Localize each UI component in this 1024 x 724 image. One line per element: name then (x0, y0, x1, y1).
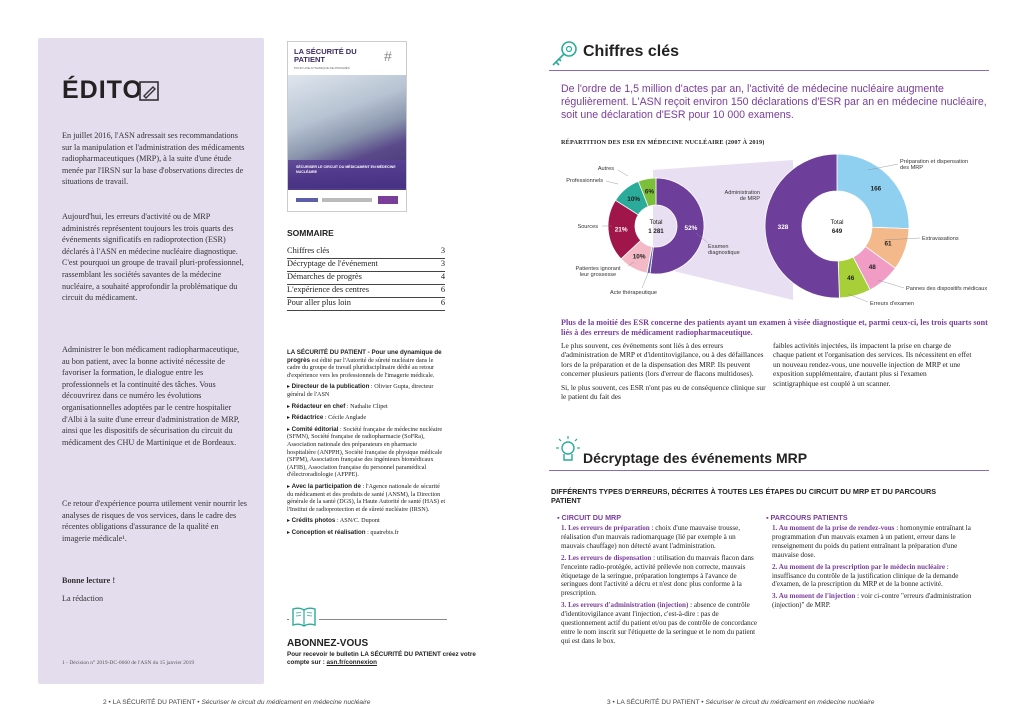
cover-subtitle: POUR UNE DYNAMIQUE DE PROGRÈS (294, 66, 350, 70)
donut2-legend-label: Erreurs d'examen (870, 301, 914, 307)
donut1-legend-label: Examen diagnostique (708, 244, 740, 256)
abonnez-text (287, 651, 477, 667)
colophon-value: : ASN/C. Dupont (335, 517, 380, 525)
abonnez-link[interactable]: asn.fr/connexion (326, 659, 377, 666)
pen-icon (138, 80, 160, 102)
toc-label: Décryptage de l'événement (287, 259, 378, 268)
cover-band-text: SÉCURISER LE CIRCUIT DU MÉDICAMENT EN MÉDECINE NUCLÉAIRE (296, 165, 396, 174)
donut1-value-label: 10% (632, 253, 646, 261)
folio-left: 2 • LA SÉCURITÉ DU PATIENT • Sécuriser le circuit du médicament en médecine nucléaire (103, 699, 371, 706)
circuit-list (561, 524, 757, 649)
edito-title: ÉDITO (62, 76, 143, 104)
body-paragraph: faibles activités injectées, ils impactent la prise en charge de chaque patient et l'organisation des services. Ils nécessitent en effet un nouveau rendez-vous, une nouvelle injection de MRP et une exposition supplémentaire, d'autant plus si l'examen scintigraphique est couplé à un scanner. (773, 341, 972, 388)
folio-number: 2 (103, 699, 107, 706)
colophon-label: Crédits photos (291, 517, 336, 525)
list-key: 3. Les erreurs d'administration (injection) (561, 601, 689, 610)
colophon-label: Rédactrice (291, 414, 324, 422)
colophon-label: Rédacteur en chef (291, 402, 346, 410)
list-text: : choix d'une mauvaise trousse, réalisation d'un mauvais radiomarquage (lié par exemple à un mauvais chauffage) non détecté avant l'administration. (561, 524, 741, 550)
toc-item[interactable] (287, 245, 445, 259)
donut1-value-label: 52% (684, 225, 698, 233)
donut2-legend-label: Extravasations (922, 236, 959, 242)
edito-footnote: 1 - Décision n° 2019-DC-0660 de l'ASN du 15 janvier 2019 (62, 660, 195, 666)
edito-paragraph: Administrer le bon médicament radiopharmaceutique, au bon patient, avec la bonne activité nécessite de favoriser la formation, le dialogue entre les professionnels et la continuité des tâches. Vous découvrirez dans ce numéro les évolutions organisationnelles adoptées par le centre hospitalier d'Albi à la suite d'une erreur d'administration de MRP, ainsi que les dispositifs de sécurisation du circuit du médicament des CHU de Martinique et de Bordeaux. (62, 345, 240, 447)
donut1-legend-label: Autres (597, 166, 614, 172)
donut2-value-label: 328 (777, 223, 789, 231)
toc-label: Démarches de progrès (287, 272, 362, 281)
list-text: : voir ci-contre "erreurs d'administration (injection)" de MRP. (772, 592, 972, 610)
parcours-heading: ▪ PARCOURS PATIENTS (766, 513, 848, 522)
donut1-legend-label: Acte thérapeutique (610, 290, 657, 296)
donut2-value-label: 61 (884, 240, 892, 248)
folio-right: 3 • LA SÉCURITÉ DU PATIENT • Sécuriser le circuit du médicament en médecine nucléaire (607, 699, 875, 706)
colophon-value: : quatrebis.fr (365, 528, 399, 536)
folio-number: 3 (607, 699, 611, 706)
toc-page: 6 (440, 285, 445, 294)
divider (549, 470, 989, 471)
donut1-value-label: 6% (644, 188, 655, 196)
folio-subtitle: Sécuriser le circuit du médicament en médecine nucléaire (201, 699, 371, 706)
edito-paragraph: En juillet 2016, l'ASN adressait ses recommandations sur la manipulation et l'administration des médicaments radiopharmaceutiques (MRP), à la suite d'une étude menée par l'IRSN sur la base d'observations directes de situations de travail. (62, 131, 245, 187)
donut1-legend-label: Sources (577, 224, 598, 230)
colophon: LA SÉCURITÉ DU PATIENT - Pour une dynamique de progrès est édité par l'Autorité de sûreté nucléaire dans le cadre du groupe de travail pluridisciplinaire dédié au retour d'expérience vers les professionnels de l'imagerie médicale. ▸ Directeur de la publication : Olivier Gupta, directeur général de l'ASN ▸ Rédacteur en chef : Nathalie Clipet ▸ Rédactrice : Cécile Anglade ▸ Comité éditorial : Société française de médecine nucléaire (SFMN), Société française de radiopharmacie (SoFRa), Association nationale des préparateurs en pharmacie hospitalière (ANPPH), Société française de physique médicale (SFPM), Association française des ingénieurs biomédicaux (AFIB), Association française du personnel paramédical d'électroradiologie (AFPPE). ▸ Avec la participation de : l'Agence nationale de sécurité du médicament et des produits de santé (ANSM), la Direction générale de la santé (DGS), la Haute Autorité de santé (HAS) et l'Institut de radioprotection et de sûreté nucléaire (IRSN). ▸ Crédits photos : ASN/C. Dupont ▸ Conception et réalisation : quatrebis.fr (287, 349, 446, 536)
colophon-label: Comité éditorial (291, 425, 339, 433)
divider (549, 70, 989, 71)
edito-paragraph: Ce retour d'expérience pourra utilement venir nourrir les analyses de risques de vos services, dans le cadre des récentes obligations d'assurance de la qualité en imagerie médicale¹. (62, 499, 247, 543)
donut1-value-label: 21% (614, 226, 628, 234)
donut1-total: 1 281 (648, 228, 664, 235)
edito-paragraph: Aujourd'hui, les erreurs d'activité ou de MRP administrés représentent toujours les trois quarts des événements significatifs en radioprotection (ESR) déclarés à l'ASN en médecine nucléaire diagnostique. C'est pourquoi un groupe de travail pluri-professionnel, rassemblant les sociétés savantes de la médecine nucléaire, a souhaité approfondir la problématique du circuit du médicament. (62, 212, 244, 303)
circuit-title: CIRCUIT DU MRP (561, 513, 622, 522)
chiffres-intro: De l'ordre de 1,5 million d'actes par an, l'activité de médecine nucléaire augmente régulièrement. L'ASN reçoit environ 150 déclarations d'ESR par an en médecine nucléaire, soit une déclaration d'ESR pour 10 000 examens. (561, 83, 987, 121)
toc-page: 3 (440, 259, 445, 268)
donut1-center-label: Total (649, 219, 663, 226)
colophon-label: Conception et réalisation (291, 528, 366, 536)
logo-mark (296, 198, 318, 202)
donut1-value-label: 10% (627, 196, 641, 204)
list-item (772, 524, 972, 560)
list-text: : homonymie entraînant la programmation d'un mauvais examen à un patient, erreur dans le renseignement du poids du patient entraînant la préparation d'une mauvaise dose. (772, 524, 971, 559)
chart-summary: Plus de la moitié des ESR concerne des patients ayant un examen à visée diagnostique et, parmi ceux-ci, les trois quarts sont liés à des erreurs de médicament radiopharmaceutique. (561, 318, 988, 338)
asn-logo (378, 196, 398, 204)
folio-subtitle: Sécuriser le circuit du médicament en médecine nucléaire (705, 699, 875, 706)
list-item (561, 524, 757, 551)
cover-hash: # (384, 48, 392, 64)
list-key: 2. Au moment de la prescription par le médecin nucléaire (772, 562, 945, 571)
toc-item[interactable] (287, 297, 445, 311)
colophon-label: Avec la participation de (291, 482, 361, 490)
list-key: 2. Les erreurs de dispensation (561, 553, 652, 562)
bulletin-cover (287, 41, 407, 212)
types-heading: DIFFÉRENTS TYPES D'ERREURS, DÉCRITES À TOUTES LES ÉTAPES DU CIRCUIT DU MRP ET DU PARCOURS PATIENT (551, 487, 937, 505)
colophon-value: : Société française de médecine nucléaire (SFMN), Société française de radiopharmacie (SoFRa), Association nationale des préparateurs en pharmacie hospitalière (ANPPH), Société française de physique médicale (SFPM), Association française des ingénieurs biomédicaux (AFIB), Association française du personnel paramédical d'électroradiologie (AFPPE). (287, 425, 443, 479)
donut2-value-label: 166 (870, 185, 882, 193)
esr-donut-charts (548, 148, 1008, 308)
toc-label: L'expérience des centres (287, 285, 369, 294)
donut2-value-label: 46 (847, 275, 855, 283)
donut2-value-label: 48 (868, 263, 876, 271)
abonnez-body: Pour recevoir le bulletin LA SÉCURITÉ DU PATIENT créez votre compte sur : (287, 651, 476, 666)
donut2-legend-label: Pannes des dispositifs médicaux (906, 286, 988, 292)
colophon-value: : Olivier Gupta, directeur général de l'ASN (287, 383, 434, 398)
list-item (561, 554, 757, 599)
body-paragraph: Le plus souvent, ces événements sont liés à des erreurs d'administration de MRP et d'identitovigilance, ou à des défaillances lors de la préparation et de la dispensation des MRP. Ils peuvent concerner plusieurs patients (lors d'erreur de flacons multidoses). (561, 341, 764, 379)
body-paragraph: Si, le plus souvent, ces ESR n'ont pas eu de conséquence clinique sur le patient du fait des (561, 382, 766, 402)
toc-label: Pour aller plus loin (287, 298, 351, 307)
abonnez-title: ABONNEZ-VOUS (287, 638, 369, 649)
cover-footer (288, 190, 406, 211)
list-key: 1. Au moment de la prise de rendez-vous (772, 524, 895, 532)
donut2-total: 649 (831, 228, 843, 235)
donut2-center-label: Total (830, 219, 844, 226)
toc-page: 3 (440, 246, 445, 255)
toc-page: 6 (440, 298, 445, 307)
parcours-title: PARCOURS PATIENTS (770, 513, 848, 522)
colophon-intro-bold: LA SÉCURITÉ DU PATIENT - Pour une dynamique de progrès (287, 349, 442, 364)
idea-network-icon (552, 434, 584, 466)
toc-item[interactable] (287, 258, 445, 272)
colophon-value: : l'Agence nationale de sécurité du médicament et des produits de santé (ANSM), la Direction générale de la santé (DGS), la Haute Autorité de santé (HAS) et l'Institut de radioprotection et de sûreté nucléaire (IRSN). (287, 482, 446, 513)
circuit-heading: ▪ CIRCUIT DU MRP (557, 513, 622, 522)
colophon-value: : Cécile Anglade (323, 414, 367, 422)
chiffres-cles-title: Chiffres clés (583, 43, 680, 60)
book-icon (289, 604, 319, 630)
list-key: 3. Au moment de l'injection (772, 592, 856, 601)
parcours-list (772, 524, 972, 613)
body-column-2 (773, 341, 973, 392)
donut2-legend-label: Administration de MRP (724, 190, 760, 202)
colophon-label: Directeur de la publication (291, 383, 370, 391)
key-icon (549, 38, 579, 68)
decryptage-title: Décryptage des événements MRP (583, 450, 808, 466)
list-item (772, 592, 972, 610)
toc-item[interactable] (287, 271, 445, 285)
logo-mark (322, 198, 372, 202)
folio-text: LA SÉCURITÉ DU PATIENT (112, 699, 196, 706)
list-text: : absence de contrôle d'identitovigilance avant l'injection, c'est-à-dire : pas de questionnement actif du patient et/ou pas de contrôle de concordance entre le nom inscrit sur l'étiquette de la seringue et le nom du patient qui est dans le box. (561, 601, 757, 645)
donut1-legend-label: Patientes ignorant leur grossesse (575, 266, 621, 278)
edito-signature: La rédaction (62, 594, 104, 603)
donut1-legend-label: Professionnels (566, 178, 603, 184)
list-text: : utilisation du mauvais flacon dans l'enceinte radio-protégée, activité prélevée non correcte, mauvais étiquetage de la seringue, préparation longtemps à l'avance de seringues dont l'activité a décru et n'est donc plus conforme à la prescription. (561, 553, 754, 598)
sommaire-title: SOMMAIRE (287, 228, 334, 238)
chart-title: RÉPARTITION DES ESR EN MÉDECINE NUCLÉAIRE (2007 À 2019) (561, 139, 765, 146)
toc-label: Chiffres clés (287, 246, 330, 255)
donut2-legend-label: Préparation et dispensation des MRP (900, 159, 969, 171)
colophon-value: : Nathalie Clipet (345, 402, 388, 410)
toc-item[interactable] (287, 284, 445, 298)
list-text: : insuffisance du contrôle de la justification clinique de la demande d'examen, de la prescription du MRP et de la bonne activité. (772, 562, 959, 589)
list-key: 1. Les erreurs de préparation (561, 524, 650, 532)
colophon-intro: est édité par l'Autorité de sûreté nucléaire dans le cadre du groupe de travail pluridisciplinaire dédié au retour d'expérience vers les professionnels de l'imagerie médicale. (287, 356, 435, 379)
body-column-1 (561, 341, 766, 405)
edito-sign-off: Bonne lecture ! (62, 576, 116, 585)
list-item (561, 601, 757, 646)
toc-page: 4 (440, 272, 445, 281)
list-item (772, 563, 972, 590)
cover-title: LA SÉCURITÉ DU PATIENT (294, 47, 357, 64)
folio-text: LA SÉCURITÉ DU PATIENT (616, 699, 700, 706)
donut-diagnostic-esr (765, 154, 909, 298)
